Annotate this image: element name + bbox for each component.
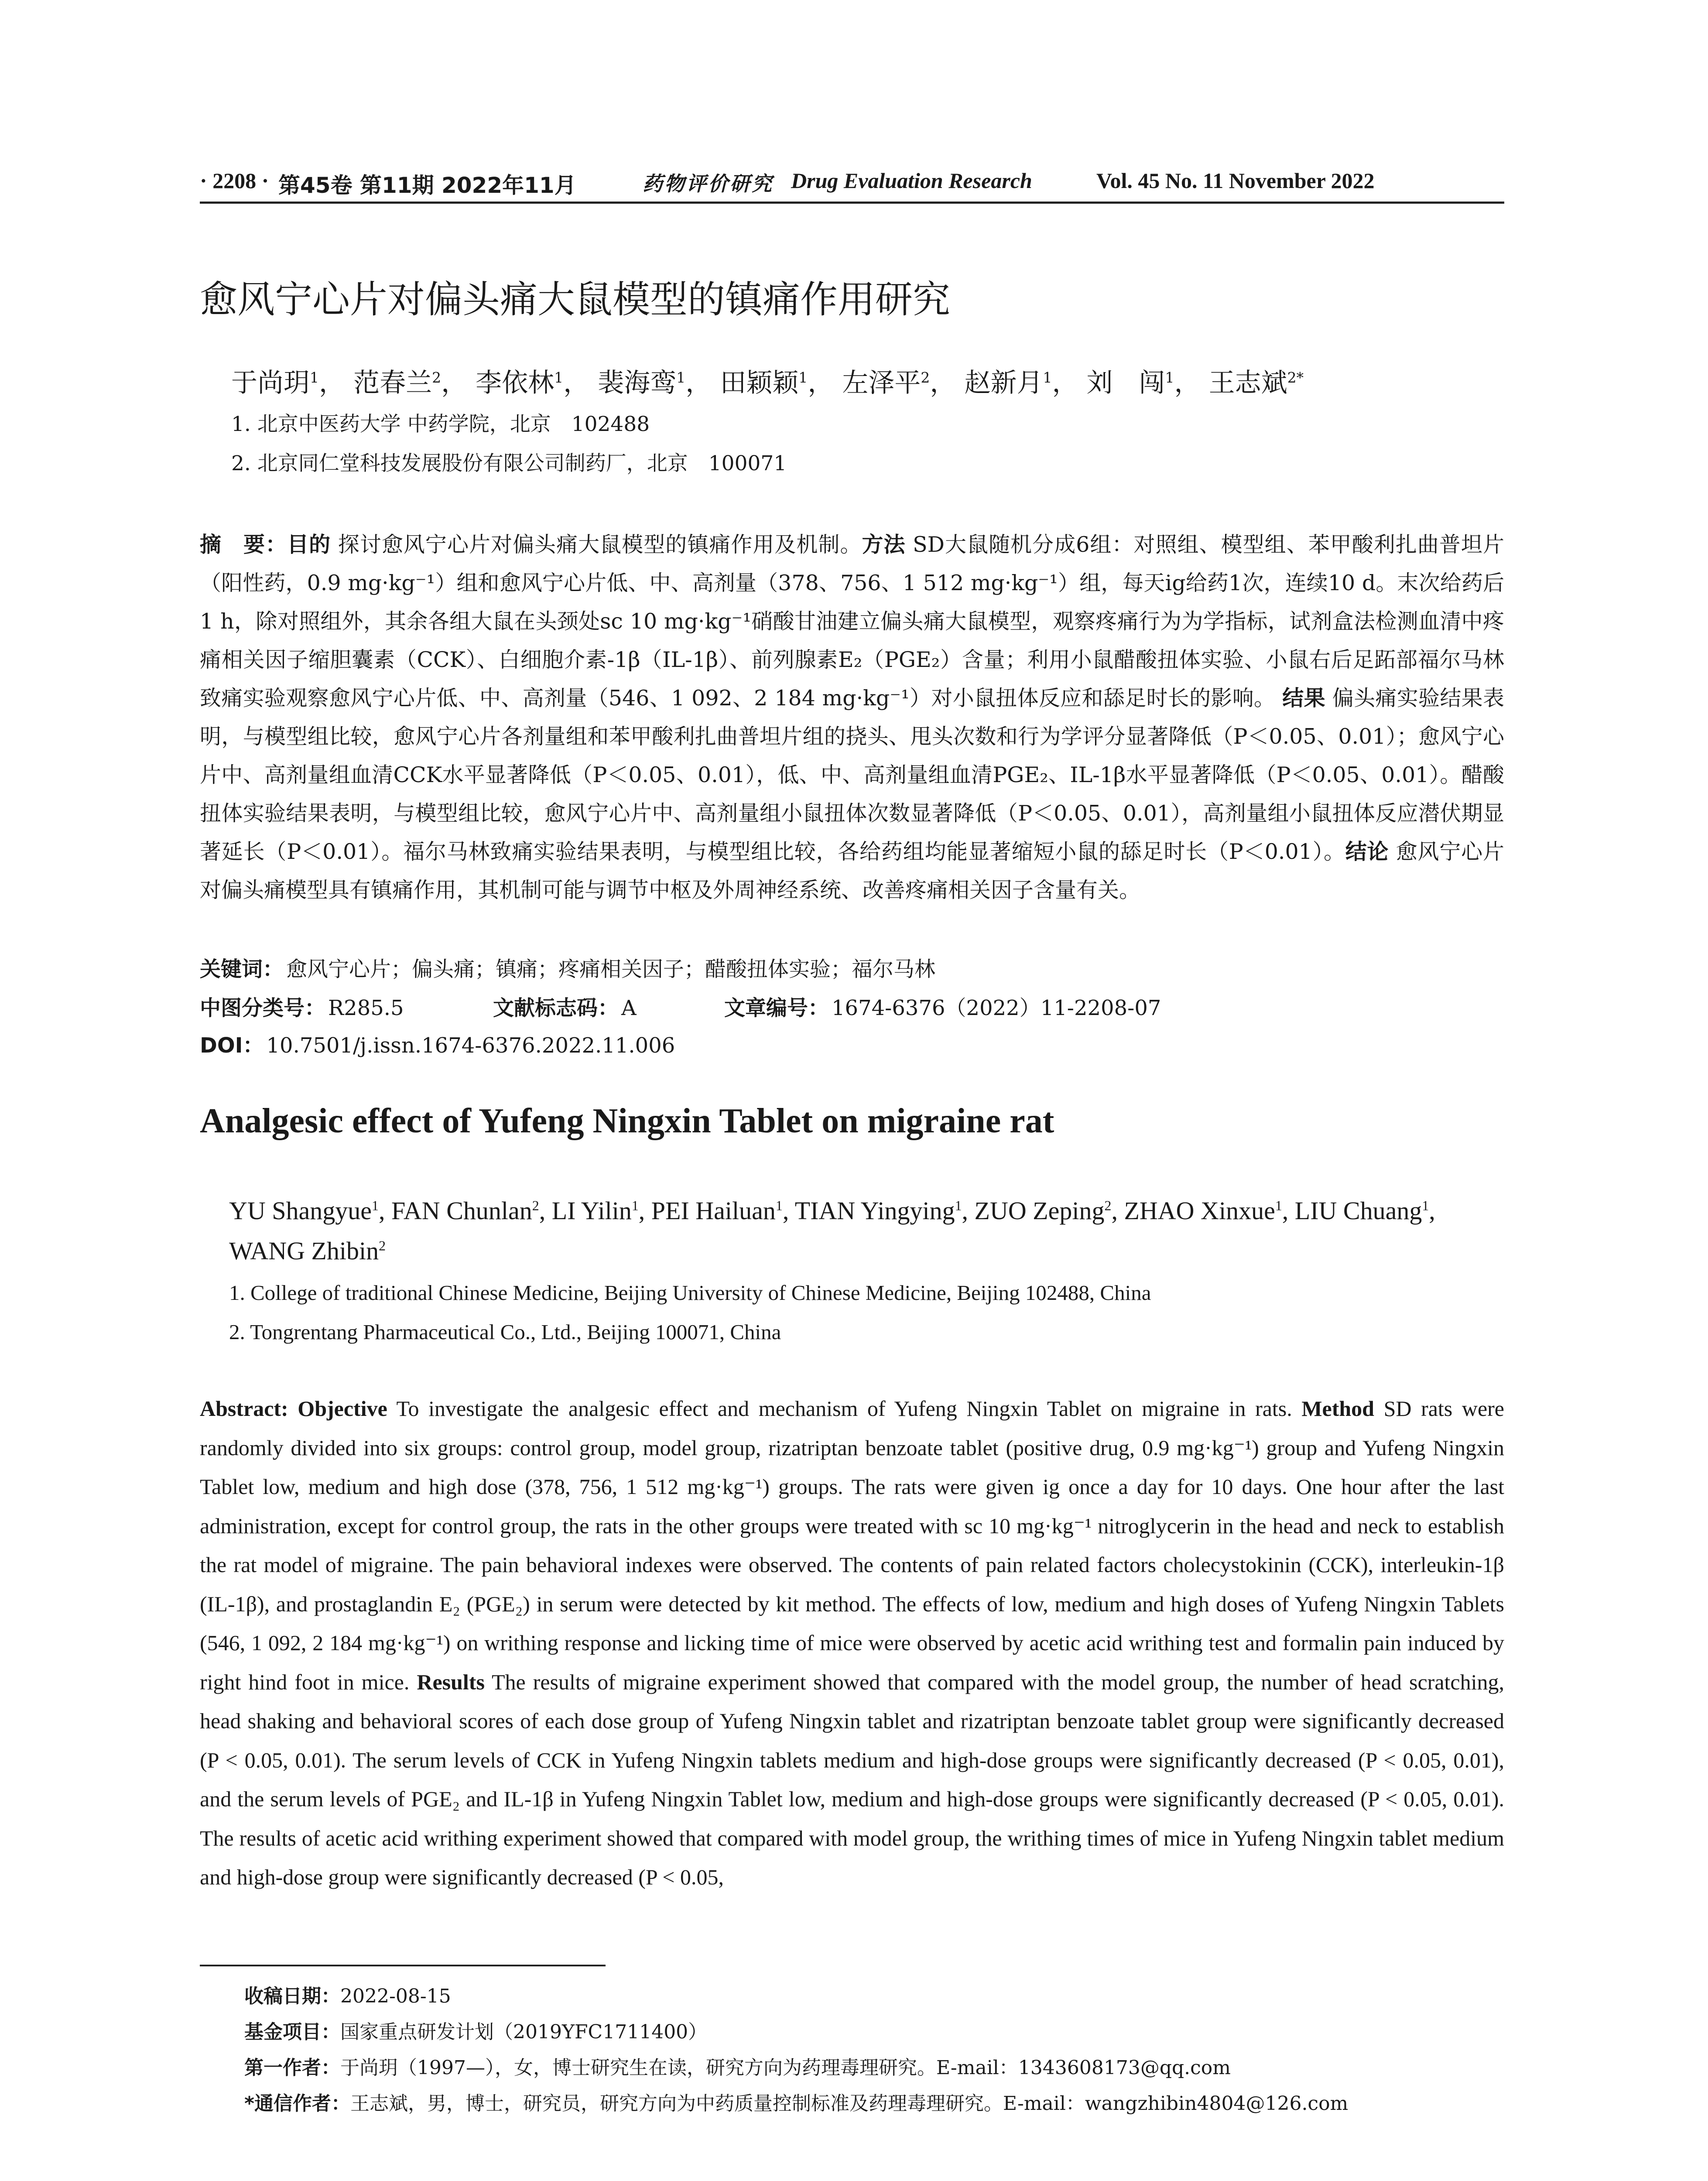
author: LI Yilin$^1$ <box>551 1196 639 1225</box>
author: PEI Hailuan$^1$ <box>651 1196 783 1225</box>
en-title: Analgesic effect of Yufeng Ningxin Tablet on migraine rat <box>200 1102 1054 1140</box>
cn-abstract-label: 摘 要： <box>200 532 288 557</box>
en-method-label: Method <box>1301 1396 1374 1421</box>
author: ZUO Zeping$^2$ <box>974 1196 1112 1225</box>
cn-method-text: SD大鼠随机分成6组：对照组、模型组、苯甲酸利扎曲普坦片（阳性药，0.9 mg·kg⁻¹）组和愈风宁心片低、中、高剂量（378、756、1 512 mg·kg⁻¹）组，每天ig给药1次，连续10 d。末次给药后1 h，除对照组外，其余各组大鼠在头颈处sc 10 mg·kg⁻¹硝酸甘油建立偏头痛大鼠模型，观察疼痛行为为学指标，试剂盒法检测血清中疼痛相关因子缩胆囊素（CCK）、白细胞介素-1β（IL-1β）、前列腺素E₂（PGE₂）含量；利用小鼠醋酸扭体实验、小鼠右后足跖部福尔马林致痛实验观察愈风宁心片低、中、高剂量（546、1 092、2 184 mg·kg⁻¹）对小鼠扭体反应和舔足时长的影响。 <box>200 532 1504 711</box>
cn-abstract <box>200 526 1504 909</box>
en-affiliation-1: 1. College of traditional Chinese Medicine, Beijing University of Chinese Medicine, Beijing 102488, China <box>229 1281 1151 1305</box>
en-objective-label: Objective <box>298 1396 387 1421</box>
cn-affiliation-1: 1. 北京中医药大学 中药学院，北京 102488 <box>231 412 650 436</box>
en-abstract-label: Abstract: <box>200 1396 288 1421</box>
author: FAN Chunlan$^2$ <box>391 1196 539 1225</box>
en-affiliation-2: 2. Tongrentang Pharmaceutical Co., Ltd., Beijing 100071, China <box>229 1320 781 1344</box>
author: 于尚玥$^1$ <box>231 368 319 398</box>
author: 赵新月$^1$ <box>964 368 1052 398</box>
author: WANG Zhibin$^2$ <box>229 1237 386 1265</box>
journal-name-en: Drug Evaluation Research <box>791 168 1032 193</box>
cn-author-list: 于尚玥$^1$， 范春兰$^2$， 李依林$^1$， 裴海鸾$^1$， 田颖颖$^1$， 左泽平$^2$， 赵新月$^1$， 刘 闯$^1$， 王志斌$^{2*}$ <box>231 368 1304 398</box>
footnote-corresponding-author: *通信作者：王志斌，男，博士，研究员，研究方向为中药质量控制标准及药理毒理研究。E-mail：wangzhibin4804@126.com <box>244 2092 1349 2115</box>
en-author-list: YU Shangyue$^1$, FAN Chunlan$^2$, LI Yilin$^1$, PEI Hailuan$^1$, TIAN Yingying$^1$, ZUO Zeping$^2$, ZHAO Xinxue$^1$, LIU Chuang$^1$, WANG Zhibin$^2$ <box>229 1196 1435 1265</box>
doi: DOI： 10.7501/j.issn.1674-6376.2022.11.006 <box>200 1033 675 1058</box>
cn-conclusion-text: 愈风宁心片对偏头痛模型具有镇痛作用，其机制可能与调节中枢及外周神经系统、改善疼痛相关因子含量有关。 <box>200 839 1504 902</box>
footnote-received: 收稿日期：2022-08-15 <box>244 1985 451 2007</box>
en-results-text: The results of migraine experiment showed that compared with the model group, the number of head scratching, head shaking and behavioral scores of each dose group of Yufeng Ningxin tablet and rizatriptan benzoate tablet group were significantly decreased (P < 0.05, 0.01). The serum levels of CCK in Yufeng Ningxin tablets medium and high-dose groups were significantly decreased (P < 0.05, 0.01), and the serum levels of PGE₂ and IL-1β in Yufeng Ningxin Tablet low, medium and high-dose groups were significantly decreased (P < 0.05, 0.01). The results of acetic acid writhing experiment showed that compared with model group, the writhing times of mice in Yufeng Ningxin tablet medium and high-dose group were significantly decreased (P < 0.05, <box>200 1669 1504 1889</box>
cn-document-code: 文献标志码： A <box>493 996 637 1020</box>
page-number: · 2208 · <box>200 168 269 193</box>
author: 范春兰$^2$ <box>353 368 442 398</box>
en-method-text: SD rats were randomly divided into six groups: control group, model group, rizatriptan benzoate tablet (positive drug, 0.9 mg·kg⁻¹) group and Yufeng Ningxin Tablet low, medium and high dose (378, 756, 1 512 mg·kg⁻¹) groups. The rats were given ig once a day for 10 days. One hour after the last administration, except for control group, the rats in the other groups were treated with sc 10 mg·kg⁻¹ nitroglycerin in the head and neck to establish the rat model of migraine. The pain behavioral indexes were observed. The contents of pain related factors cholecystokinin (CCK), interleukin-1β (IL-1β), and prostaglandin E₂ (PGE₂) in serum were detected by kit method. The effects of low, medium and high doses of Yufeng Ningxin Tablets (546, 1 092, 2 184 mg·kg⁻¹) on writhing response and licking time of mice were observed by acetic acid writhing test and formalin pain induced by right hind foot in mice. <box>200 1396 1504 1694</box>
author: TIAN Yingying$^1$ <box>794 1196 962 1225</box>
author: 刘 闯$^1$ <box>1086 368 1174 398</box>
author: 王志斌$^{2*}$ <box>1208 368 1304 398</box>
author: YU Shangyue$^1$ <box>229 1196 379 1225</box>
journal-logo-cn: 药物评价研究 <box>643 172 774 195</box>
cn-title: 愈风宁心片对偏头痛大鼠模型的镇痛作用研究 <box>200 278 950 321</box>
footnote-fund: 基金项目：国家重点研发计划（2019YFC1711400） <box>244 2021 708 2043</box>
cn-conclusion-label: 结论 <box>1345 839 1389 864</box>
author: 李依林$^1$ <box>476 368 564 398</box>
cn-article-number: 文章编号： 1674-6376（2022）11-2208-07 <box>724 996 1161 1020</box>
cn-results-text: 偏头痛实验结果表明，与模型组比较，愈风宁心片各剂量组和苯甲酸利扎曲普坦片组的挠头、甩头次数和行为学评分显著降低（P＜0.05、0.01）；愈风宁心片中、高剂量组血清CCK水平显著降低（P＜0.05、0.01），低、中、高剂量组血清PGE₂、IL-1β水平显著降低（P＜0.05、0.01）。醋酸扭体实验结果表明，与模型组比较，愈风宁心片中、高剂量组小鼠扭体次数显著降低（P＜0.05、0.01），高剂量组小鼠扭体反应潜伏期显著延长（P＜0.01）。福尔马林致痛实验结果表明，与模型组比较，各给药组均能显著缩短小鼠的舔足时长（P＜0.01）。 <box>200 686 1504 864</box>
cn-objective-label: 目的 <box>287 532 331 557</box>
cn-keywords: 关键词： 愈风宁心片；偏头痛；镇痛；疼痛相关因子；醋酸扭体实验；福尔马林 <box>200 957 936 981</box>
running-header <box>200 168 1504 199</box>
author: 左泽平$^2$ <box>842 368 930 398</box>
author: LIU Chuang$^1$ <box>1294 1196 1429 1225</box>
cn-objective-text: 探讨愈风宁心片对偏头痛大鼠模型的镇痛作用及机制。 <box>338 532 862 557</box>
en-results-label: Results <box>417 1669 485 1694</box>
author: ZHAO Xinxue$^1$ <box>1124 1196 1282 1225</box>
cn-classification: 中图分类号： R285.5 <box>200 996 404 1020</box>
volume-issue-en: Vol. 45 No. 11 November 2022 <box>1096 168 1375 193</box>
cn-method-label: 方法 <box>862 532 906 557</box>
cn-affiliation-2: 2. 北京同仁堂科技发展股份有限公司制药厂，北京 100071 <box>231 451 787 475</box>
footnote-first-author: 第一作者：于尚玥（1997—），女，博士研究生在读，研究方向为药理毒理研究。E-mail：1343608173@qq.com <box>244 2057 1231 2079</box>
footnote-rule <box>200 1965 606 1966</box>
en-objective-text: To investigate the analgesic effect and mechanism of Yufeng Ningxin Tablet on migraine in rats. <box>396 1396 1292 1421</box>
header-rule <box>200 202 1504 204</box>
volume-issue-cn: 第45卷 第11期 2022年11月 <box>278 173 576 198</box>
cn-results-label: 结果 <box>1282 686 1325 711</box>
en-abstract <box>200 1389 1504 1897</box>
author: 裴海鸾$^1$ <box>598 368 686 398</box>
author: 田颖颖$^1$ <box>720 368 808 398</box>
